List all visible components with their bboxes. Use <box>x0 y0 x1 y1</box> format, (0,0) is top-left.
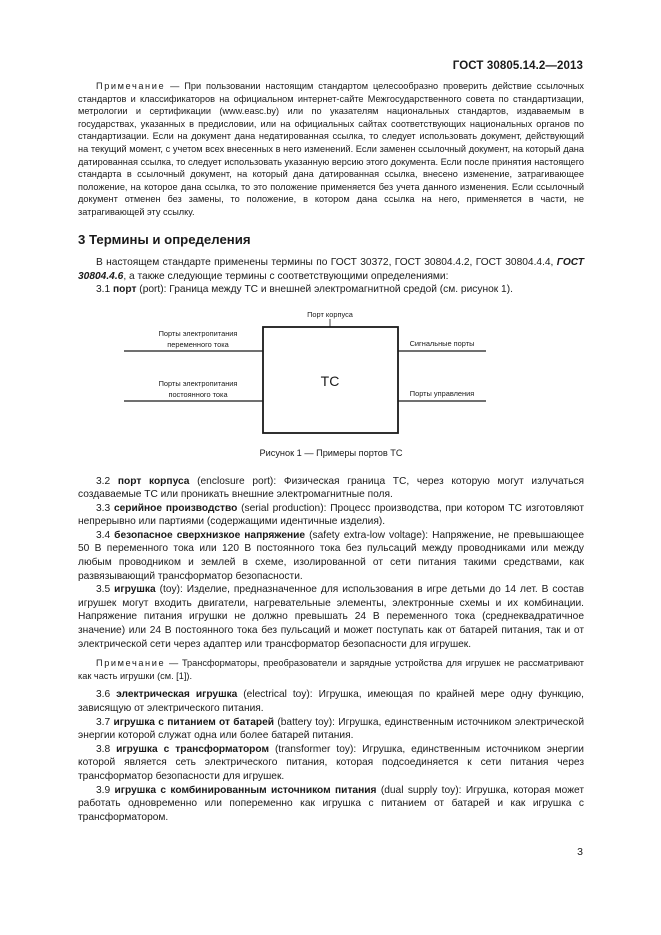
document-header: ГОСТ 30805.14.2—2013 <box>452 60 583 72</box>
tc-box-label: ТС <box>320 372 340 389</box>
term-3-9: 3.9 игрушка с комбинированным источником питания (dual supply toy): Игрушка, которая может работать одновременно или попеременно как игрушка с питанием от батарей и как игрушка с трансформатором. <box>78 784 585 823</box>
term-name: порт <box>113 284 137 296</box>
term-name: серийное производство <box>113 502 238 514</box>
figure-ports-diagram <box>78 305 584 445</box>
note-references <box>78 80 584 219</box>
term-name: безопасное сверхнизкое напряжение <box>114 529 306 541</box>
dc-port-label-2: постоянного тока <box>168 389 228 399</box>
term-3-7: 3.7 игрушка с питанием от батарей (battery toy): Игрушка, единственным источником электрической энергии которой служат одна или более батарей питания. <box>78 716 585 742</box>
term-name: игрушка с трансформатором <box>116 743 270 755</box>
section-intro: В настоящем стандарте применены термины по ГОСТ 30372, ГОСТ 30804.4.2, ГОСТ 30804.4.4, ГОСТ 30804.4.6, а также следующие термины с соответствующими определениями: <box>78 257 584 282</box>
note-text: — При пользовании настоящим стандартом целесообразно проверить действие ссылочных стандартов и классификаторов на официальном интернет-сайте Межгосударственного совета по стандартизации, метрологии и сертификации (www.easc.by) или по указателям национальных стандартов, издаваемым в государствах, указанных в предисловии, или на официальных сайтах соответствующих национальных органов по стандартизации. Если на документ дана недатированная ссылка, то следует использовать документ, действующий на текущий момент, с учетом всех внесенных в него изменений. Если заменен ссылочный документ, на который дана датированная ссылка, то следует использовать указанную версию этого документа. Если после принятия настоящего стандарта в ссылочный документ, на который дана датированная ссылка, внесено изменение, затрагивающее положение, на которое дана ссылка, то это положение применяется без учета данного изменения. Если ссылочный документ отменен без замены, то положение, в котором дана ссылка на него, применяется в части, не затрагивающей эту ссылку. <box>78 81 584 217</box>
term-3-3: 3.3 серийное производство (serial production): Процесс производства, при котором ТС изготовляют непрерывно или партиями (содержащими идентичные изделия). <box>78 502 585 528</box>
term-3-2: 3.2 порт корпуса (enclosure port): Физическая граница ТС, через которую могут излучаться создаваемые ТС или проникать внешние электромагнитные поля. <box>78 475 584 501</box>
term-name: порт корпуса <box>117 475 190 487</box>
figure-caption: Рисунок 1 — Примеры портов ТС <box>259 447 403 458</box>
term-3-6: 3.6 электрическая игрушка (electrical toy): Игрушка, имеющая по крайней мере одну функцию, зависящую от электрического питания. <box>78 689 584 714</box>
term-name: игрушка с комбинированным источником питания <box>114 784 377 796</box>
term-3-5: 3.5 игрушка (toy): Изделие, предназначенное для использования в игре детьми до 14 лет. В состав игрушек могут входить двигатели, нагревательные элементы, электронные схемы и их комбинации. Напряжение питания игрушки не должно превышать 24 В переменного тока (среднеквадратичное значение) или 24 В постоянного тока без пульсаций и может поступать как от батарей питания, так и от электрической сети через адаптер или трансформатор безопасности для игрушек. <box>78 584 584 650</box>
note-label: Примечание <box>96 81 166 91</box>
note-toys <box>78 657 584 682</box>
dc-port-label-1: Порты электропитания <box>158 378 238 388</box>
page-number: 3 <box>577 846 583 858</box>
enclosure-port-label: Порт корпуса <box>307 309 353 319</box>
section-title: 3 Термины и определения <box>78 231 251 247</box>
note-label: Примечание <box>96 658 166 669</box>
term-name: игрушка <box>114 584 156 596</box>
ports-diagram <box>78 305 584 445</box>
signal-port-label: Сигнальные порты <box>409 338 475 348</box>
term-name: игрушка с питанием от батарей <box>113 716 275 728</box>
control-port-label: Порты управления <box>409 388 475 398</box>
term-name: электрическая игрушка <box>116 689 238 701</box>
term-3-8: 3.8 игрушка с трансформатором (transformer toy): Игрушка, единственным источником энергии которой является сеть электрического питания, которая подсоединяется к сети питания через трансформатор безопасности для игрушек. <box>78 743 584 782</box>
note-text: — Трансформаторы, преобразователи и зарядные устройства для игрушек не рассматривают как часть игрушки (см. [1]). <box>78 658 584 681</box>
term-3-1: 3.1 порт (port): Граница между ТС и внешней электромагнитной средой (см. рисунок 1). <box>96 284 513 296</box>
ac-port-label-1: Порты электропитания <box>158 328 238 338</box>
document-body <box>78 80 584 824</box>
term-3-4: 3.4 безопасное сверхнизкое напряжение (safety extra-low voltage): Напряжение, не превышающее 50 В переменного тока или 120 В постоянного тока без пульсаций между проводниками или между любым проводником и землей в схеме, изолированной от сети питания такими средствами, как развязывающий трансформатор безопасности. <box>78 529 584 582</box>
ac-port-label-2: переменного тока <box>167 339 229 349</box>
